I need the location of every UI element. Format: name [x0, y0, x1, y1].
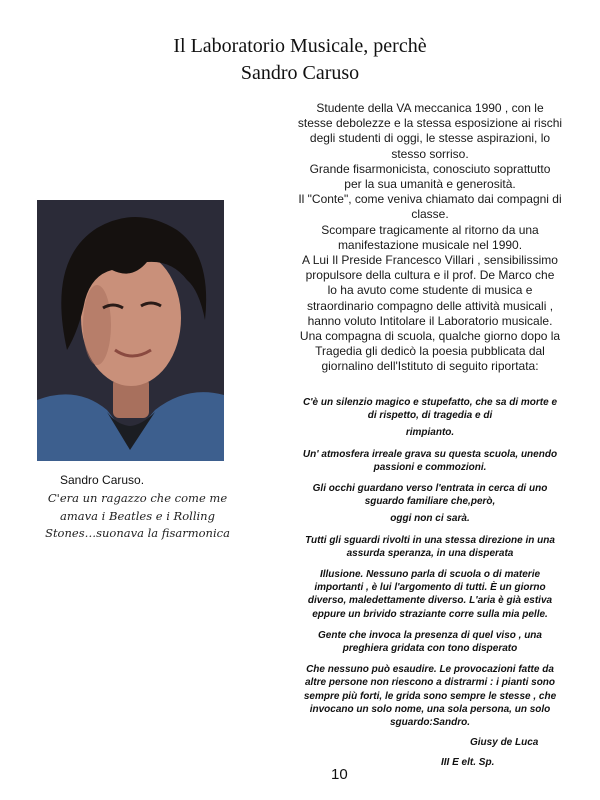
poem-line: sguardo familiare che,però, — [364, 496, 496, 508]
bio-line: Studente della VA meccanica 1990 , con le — [316, 101, 544, 115]
poem-line: Che nessuno può esaudire. Le provocazioni fatte da — [306, 664, 554, 676]
poem-line: importanti , è lui l'argomento di tutti. È un giorno — [314, 582, 546, 594]
poem-author-class: III E elt. Sp. — [441, 757, 495, 768]
bio-line: classe. — [411, 207, 449, 222]
bio-line: per la sua umanità e generosità. — [344, 177, 516, 192]
page-number: 10 — [331, 766, 348, 783]
bio-text — [272, 101, 588, 375]
bio-line: Il "Conte", come veniva chiamato dai compagni di — [298, 192, 562, 207]
poem-line: Gente che invoca la presenza di quel viso , una — [318, 629, 542, 641]
bio-line: Una compagna di scuola, qualche giorno dopo la — [299, 329, 561, 344]
poem-line: Un' atmosfera irreale grava su questa scuola, unendo — [302, 448, 558, 460]
poem-line: passioni e commozioni. — [373, 461, 487, 473]
poem — [282, 396, 578, 737]
bio-line: Tragedia gli dedicò la poesia pubblicata dal — [315, 344, 545, 359]
bio-line: Grande fisarmonicista, conosciuto soprattutto — [309, 161, 551, 176]
poem-line: sguardo:Sandro. — [389, 717, 470, 729]
poem-line: Illusione. Nessuno parla di scuola o di materie — [319, 569, 541, 581]
poem-author: Giusy de Luca — [470, 737, 539, 748]
poem-stanza — [282, 482, 578, 508]
poem-line: sempre più forti, le grida sono sempre le stesse , che — [303, 690, 557, 702]
poem-stanza — [282, 534, 578, 560]
poem-line: invocano un solo nome, una sola persona, un solo — [309, 703, 551, 715]
bio-line: manifestazione musicale nel 1990. — [337, 237, 523, 252]
photo-face-shadow — [83, 285, 111, 365]
bio-line: hanno voluto Intitolare il Laboratorio musicale. — [307, 313, 553, 328]
poem-line: oggi non ci sarà. — [390, 513, 470, 525]
page-title: Il Laboratorio Musicale, perchè — [173, 35, 427, 57]
poem-line: preghiera gridata con tono disperato — [342, 643, 518, 655]
photo-caption-handwriting: C'era un ragazzo che come me amava i Beatles e i Rolling Stones…suonava la fisarmonica — [45, 491, 230, 540]
poem-stanza — [282, 629, 578, 655]
poem-line: eppure un brivido straziante corre sulla mia pelle. — [312, 608, 548, 620]
portrait-photo — [37, 200, 224, 461]
bio-line: lo ha avuto come studente di musica e — [327, 283, 533, 298]
photo-caption-name: Sandro Caruso. — [60, 473, 145, 487]
bio-line: propulsore della cultura e il prof. De Marco che — [305, 268, 555, 283]
poem-stanza — [282, 396, 578, 422]
poem-line: diverso, maledettamente diverso. L'aria è già estiva — [307, 595, 553, 607]
bio-line: A Lui Il Preside Francesco Villari , sensibilissimo — [302, 253, 558, 268]
bio-line: giornalino dell'Istituto di seguito riportata: — [321, 359, 539, 374]
poem-stanza — [282, 426, 578, 439]
bio-line: stesse debolezze e la stessa esposizione ai rischi — [297, 116, 563, 131]
poem-stanza — [282, 663, 578, 729]
bio-line: Scompare tragicamente al ritorno da una — [321, 222, 539, 237]
poem-stanza — [282, 448, 578, 474]
poem-line: assurda speranza, in una disperata — [346, 547, 514, 559]
poem-line: Tutti gli sguardi rivolti in una stessa direzione in una — [305, 534, 555, 546]
poem-line: Gli occhi guardano verso l'entrata in cerca di uno — [312, 483, 548, 495]
poem-stanza — [282, 568, 578, 621]
bio-line: straordinario compagno delle attività musicali , — [306, 298, 554, 313]
bio-line: degli studenti di oggi, le stesse aspirazioni, lo — [309, 131, 551, 146]
poem-line: di rispetto, di tragedia e di — [367, 410, 493, 422]
page-subtitle: Sandro Caruso — [240, 62, 360, 84]
poem-stanza — [282, 512, 578, 525]
poem-line: rimpianto. — [405, 427, 455, 439]
poem-line: altre persone non riescono a distrarmi : i pianti sono — [304, 677, 556, 689]
bio-line: stesso sorriso. — [391, 146, 469, 161]
poem-line: C'è un silenzio magico e stupefatto, che sa di morte e — [302, 397, 558, 408]
